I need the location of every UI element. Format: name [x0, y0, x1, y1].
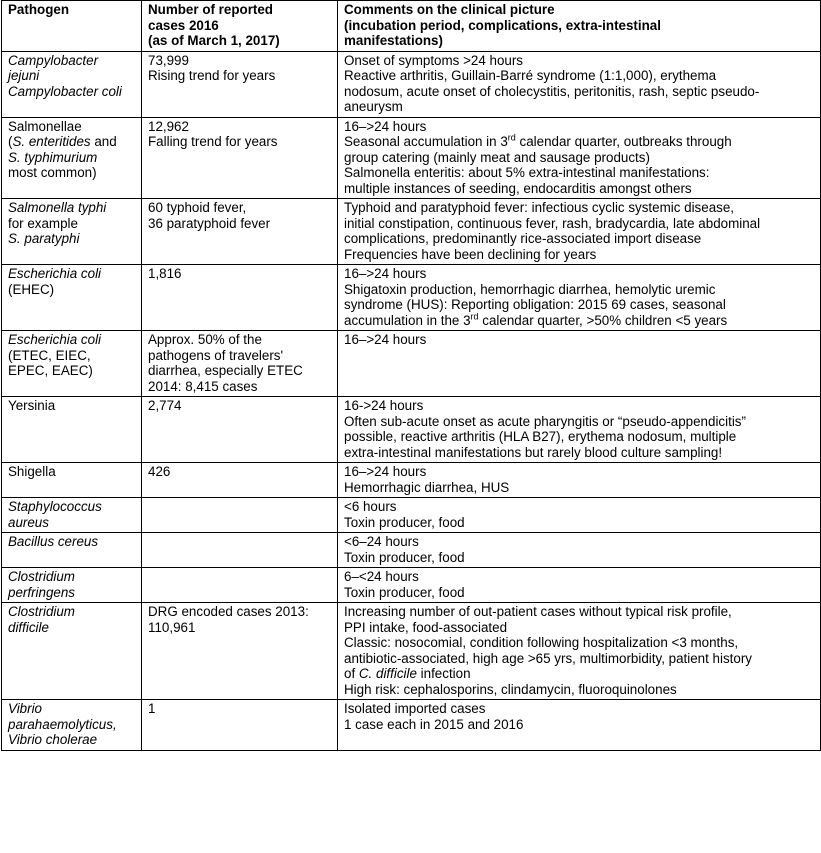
comment-line: [344, 282, 816, 298]
comment-segment: possible, reactive arthritis (HLA B27), erythema nodosum, multiple: [344, 429, 737, 444]
comment-line: [344, 604, 816, 620]
comment-segment: calendar quarter, outbreaks through: [515, 134, 732, 149]
table-row: [2, 331, 821, 397]
comment-segment: Classic: nosocomial, condition following hospitalization <3 months,: [344, 635, 739, 650]
comment-line: [344, 651, 816, 667]
comment-segment: Seasonal accumulation in 3: [344, 134, 508, 149]
comment-line: [344, 53, 816, 69]
comment-line: [344, 414, 816, 430]
cases-line: 73,999: [148, 52, 189, 68]
superscript: rd: [507, 132, 516, 143]
table-row: [2, 498, 821, 533]
comment-segment: infection: [416, 666, 471, 681]
cases-cell: [142, 700, 338, 751]
cases-line: 2,774: [148, 398, 182, 413]
comment-line: [344, 445, 816, 461]
comment-segment: group catering (mainly meat and sausage products): [344, 149, 650, 165]
pathogen-cell: [2, 199, 142, 265]
comment-line: [344, 216, 816, 232]
comment-segment: Toxin producer, food: [344, 549, 465, 565]
comments-cell: [338, 331, 821, 397]
pathogen-line: Yersinia: [8, 398, 56, 413]
header-pathogen: Pathogen: [2, 1, 142, 52]
comments-cell: [338, 117, 821, 199]
comment-line: [344, 635, 816, 651]
comment-segment: Frequencies have been declining for years: [344, 246, 597, 262]
comments-cell: [338, 397, 821, 463]
pathogen-cell: [2, 700, 142, 751]
comments-cell: [338, 463, 821, 498]
comment-segment: multiple instances of seeding, endocarditis amongst others: [344, 180, 692, 196]
cases-cell: [142, 331, 338, 397]
pathogen-cell: [2, 498, 142, 533]
comment-segment: Toxin producer, food: [344, 514, 465, 530]
comment-segment: extra-intestinal manifestations but rarely blood culture sampling!: [344, 444, 723, 460]
pathogen-line: EPEC, EAEC): [8, 363, 93, 378]
comment-segment: Increasing number of out-patient cases without typical risk profile,: [344, 604, 732, 619]
cases-cell: [142, 603, 338, 700]
comment-line: [344, 266, 816, 282]
comment-segment: Often sub-acute onset as acute pharyngitis or “pseudo-appendicitis”: [344, 413, 746, 429]
comment-line: [344, 701, 816, 717]
comment-segment: 6–<24 hours: [344, 569, 419, 584]
comments-cell: [338, 498, 821, 533]
cases-line: Rising trend for years: [148, 68, 276, 83]
cases-line: diarrhea, especially ETEC: [148, 363, 303, 378]
table-row: [2, 603, 821, 700]
cases-line: 1,816: [148, 266, 182, 281]
comment-line: [344, 297, 816, 313]
comments-cell: [338, 700, 821, 751]
table-row: [2, 199, 821, 265]
header-comments: Comments on the clinical picture (incubation period, complications, extra-intestinal manifestations): [338, 1, 821, 52]
pathogen-line: Campylobacter: [8, 52, 99, 68]
table-row: [2, 463, 821, 498]
pathogen-line: perfringens: [8, 584, 75, 600]
comment-line: [344, 429, 816, 445]
comment-segment: 1 case each in 2015 and 2016: [344, 716, 524, 732]
cases-cell: [142, 498, 338, 533]
pathogen-line: Campylobacter coli: [8, 83, 122, 99]
comment-segment: PPI intake, food-associated: [344, 619, 508, 635]
comment-line: [344, 99, 816, 115]
comment-line: [344, 515, 816, 531]
pathogen-line: Clostridium: [8, 569, 75, 584]
cases-line: Approx. 50% of the: [148, 332, 262, 347]
cases-line: 110,961: [148, 619, 196, 635]
comment-segment: Shigatoxin production, hemorrhagic diarrhea, hemolytic uremic: [344, 281, 716, 297]
cases-line: 2014: 8,415 cases: [148, 378, 258, 394]
comment-segment: 16–>24 hours: [344, 332, 427, 347]
comments-cell: [338, 533, 821, 568]
cases-cell: [142, 265, 338, 331]
pathogen-line: Salmonella typhi: [8, 200, 107, 215]
pathogen-line: S. typhimurium: [8, 149, 98, 165]
table-row: [2, 533, 821, 568]
comment-segment: accumulation in the 3: [344, 312, 471, 328]
comment-segment: syndrome (HUS): Reporting obligation: 2015 69 cases, seasonal: [344, 297, 726, 312]
comment-segment: C. difficile: [358, 666, 417, 681]
pathogen-line: Clostridium: [8, 604, 75, 619]
comment-line: [344, 398, 816, 414]
comment-segment: Isolated imported cases: [344, 701, 486, 716]
table-row: [2, 397, 821, 463]
comment-line: [344, 620, 816, 636]
comment-segment: 16->24 hours: [344, 398, 424, 413]
pathogen-segment: and: [90, 134, 117, 149]
comment-line: [344, 550, 816, 566]
comment-segment: Typhoid and paratyphoid fever: infectious cyclic systemic disease,: [344, 200, 735, 215]
comment-segment: antibiotic-associated, high age >65 yrs, multimorbidity, patient history: [344, 650, 752, 666]
pathogen-segment: S. enteritides: [12, 134, 91, 149]
pathogen-line: Bacillus cereus: [8, 534, 99, 549]
pathogen-line: Vibrio: [8, 701, 42, 716]
cases-line: 60 typhoid fever,: [148, 200, 247, 215]
comment-line: [344, 569, 816, 585]
comment-segment: calendar quarter, >50% children <5 years: [478, 312, 728, 328]
comment-segment: <6–24 hours: [344, 534, 419, 549]
table-header-row: [2, 1, 821, 52]
comment-segment: Hemorrhagic diarrhea, HUS: [344, 479, 510, 495]
comments-cell: [338, 265, 821, 331]
pathogen-line: jejuni: [8, 68, 40, 83]
pathogen-line: Shigella: [8, 464, 56, 479]
pathogen-cell: [2, 117, 142, 199]
pathogen-line: Escherichia coli: [8, 266, 102, 281]
pathogen-cell: [2, 331, 142, 397]
pathogen-line: S. paratyphi: [8, 231, 80, 246]
comment-segment: 16–>24 hours: [344, 464, 427, 479]
cases-cell: [142, 463, 338, 498]
comment-line: [344, 534, 816, 550]
cases-cell: [142, 199, 338, 265]
pathogen-cell: [2, 265, 142, 331]
comment-segment: Toxin producer, food: [344, 584, 465, 600]
pathogen-line: Staphylococcus: [8, 499, 102, 514]
pathogen-table: [1, 0, 821, 751]
cases-line: pathogens of travelers': [148, 347, 284, 363]
comment-line: [344, 717, 816, 733]
table-row: [2, 700, 821, 751]
pathogen-line: Escherichia coli: [8, 332, 102, 347]
pathogen-segment: (: [8, 134, 13, 149]
cases-line: 426: [148, 464, 171, 479]
comments-cell: [338, 199, 821, 265]
comment-line: [344, 666, 816, 682]
cases-line: 12,962: [148, 118, 189, 134]
table-row: [2, 568, 821, 603]
cases-line: 36 paratyphoid fever: [148, 215, 271, 231]
comments-cell: [338, 51, 821, 117]
pathogen-cell: [2, 568, 142, 603]
pathogen-line: Salmonellae: [8, 118, 82, 134]
pathogen-line: (EHEC): [8, 281, 55, 297]
pathogen-line: difficile: [8, 619, 49, 635]
cases-cell: [142, 117, 338, 199]
table-row: [2, 265, 821, 331]
pathogen-line: [8, 134, 137, 150]
comment-segment: Salmonella enteritis: about 5% extra-intestinal manifestations:: [344, 165, 710, 180]
cases-line: DRG encoded cases 2013:: [148, 604, 309, 619]
comment-line: [344, 499, 816, 515]
comment-line: [344, 68, 816, 84]
comment-line: [344, 231, 816, 247]
comments-cell: [338, 603, 821, 700]
comment-line: [344, 200, 816, 216]
comment-line: [344, 585, 816, 601]
cases-cell: [142, 51, 338, 117]
comment-line: [344, 332, 816, 348]
comment-segment: 16–>24 hours: [344, 266, 427, 281]
pathogen-cell: [2, 603, 142, 700]
comment-segment: nodosum, acute onset of cholecystitis, peritonitis, rash, septic pseudo-: [344, 83, 760, 99]
pathogen-cell: [2, 463, 142, 498]
table-row: [2, 117, 821, 199]
superscript: rd: [470, 311, 479, 322]
comment-line: [344, 181, 816, 197]
comment-line: [344, 464, 816, 480]
comment-line: [344, 84, 816, 100]
pathogen-cell: [2, 51, 142, 117]
comment-segment: initial constipation, continuous fever, rash, bradycardia, late abdominal: [344, 215, 761, 231]
comment-segment: Reactive arthritis, Guillain-Barré syndrome (1:1,000), erythema: [344, 68, 717, 83]
pathogen-line: aureus: [8, 514, 49, 530]
comment-line: [344, 119, 816, 135]
comment-segment: aneurysm: [344, 99, 403, 114]
comments-cell: [338, 568, 821, 603]
comment-segment: <6 hours: [344, 499, 397, 514]
comment-line: [344, 150, 816, 166]
pathogen-line: Vibrio cholerae: [8, 732, 98, 747]
table-body: [2, 51, 821, 750]
comment-line: [344, 313, 816, 329]
comment-segment: High risk: cephalosporins, clindamycin, fluoroquinolones: [344, 681, 677, 697]
comment-line: [344, 134, 816, 150]
comment-segment: of: [344, 666, 359, 681]
pathogen-cell: [2, 397, 142, 463]
comment-segment: Onset of symptoms >24 hours: [344, 52, 523, 68]
pathogen-line: parahaemolyticus,: [8, 716, 117, 732]
comment-line: [344, 682, 816, 698]
comment-segment: complications, predominantly rice-associated import disease: [344, 231, 702, 246]
header-cases: Number of reported cases 2016 (as of March 1, 2017): [142, 1, 338, 52]
comment-line: [344, 480, 816, 496]
cases-line: Falling trend for years: [148, 134, 278, 149]
cases-line: 1: [148, 701, 156, 716]
cases-cell: [142, 397, 338, 463]
cases-cell: [142, 568, 338, 603]
table-row: [2, 51, 821, 117]
comment-line: [344, 247, 816, 263]
cases-cell: [142, 533, 338, 568]
pathogen-line: most common): [8, 165, 97, 180]
pathogen-line: for example: [8, 215, 78, 231]
pathogen-cell: [2, 533, 142, 568]
pathogen-line: (ETEC, EIEC,: [8, 347, 91, 363]
comment-line: [344, 165, 816, 181]
comment-segment: 16–>24 hours: [344, 118, 427, 134]
